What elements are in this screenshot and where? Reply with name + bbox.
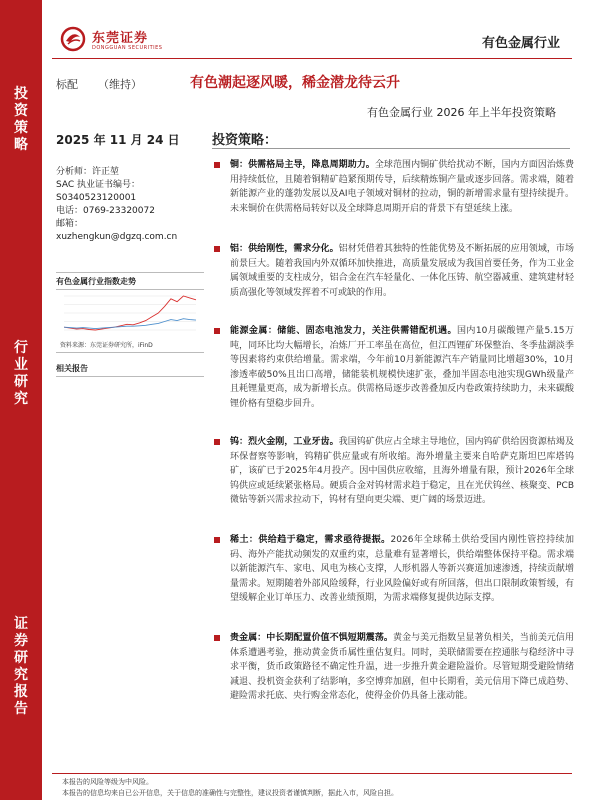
bullet-head: 贵金属：中长期配置价值不惧短期震荡。: [230, 633, 393, 643]
rating-value: （维持）: [98, 78, 142, 91]
chart-title: 有色金属行业指数走势: [56, 277, 136, 286]
industry-label: 有色金属行业: [481, 36, 560, 51]
bullet-aluminum: [212, 242, 574, 300]
chart-title-rule: [56, 289, 204, 290]
bullet-precious-metals: [212, 631, 574, 704]
bullet-square-icon: [214, 328, 220, 334]
bullet-rare-earth: [212, 533, 574, 606]
bullet-energy-metals: [212, 324, 574, 412]
risk-level-note: 本报告的风险等级为中风险。: [62, 778, 153, 786]
strategy-heading: 投资策略：: [212, 133, 278, 148]
bullet-body: 黄金与美元指数呈显著负相关，当前美元信用体系遭遇考验，推动黄金货币属性重估复归。同时，美联储需要在控通胀与稳经济中寻求平衡，货币政策路径不确定性升温，进一步推升黄金避险溢价。尽管短期受避险情绪减退、投机资金获利了结影响，多空博弈加剧，但中长期看，美元信用下降已成趋势、避险需求托底、央行购金常态化，使得金价仍具备上涨动能。: [230, 633, 574, 702]
bullet-copper: [212, 158, 574, 216]
bullet-body: 2026年全球稀土供给受国内刚性管控持续加码、海外产能扰动频发的双重约束，总量难有显著增长，供给端整体保持平稳。需求端以新能源汽车、家电、风电为核心支撑，人形机器人等新兴赛道加速渗透，持续贡献增量需求。短期随着外部风险缓释，行业风险偏好或有所回落，但出口限制政策暂缓，有望缓解企业订单压力、改善业绩预期，为需求端修复提供边际支撑。: [230, 535, 574, 604]
company-logo: [60, 24, 180, 54]
logo-mark-icon: [60, 26, 86, 52]
analyst-info: [56, 166, 206, 244]
report-date: 2025 年 11 月 24 日: [56, 133, 180, 147]
bullet-head: 铝：供给刚性，需求分化。: [230, 244, 339, 254]
chart-top-rule: [56, 272, 204, 273]
report-subtitle: 有色金属行业 2026 年上半年投资策略: [367, 106, 556, 119]
disclaimer: [62, 777, 398, 799]
bullet-body: 全球范围内铜矿供给扰动不断，国内方面因治炼费用持续低位，且随着铜精矿趋紧预期传导，后续精炼铜产量或逐步回落。需求端，随着新能源产业的蓬勃发展以及AI电子领域对铜材的拉动，铜的新增需求量有望持续提升。未来铜价在供需格局转好以及全球降息周期开启的背景下有望延续上涨。: [230, 160, 574, 214]
logo-name-cn: 东莞证券: [92, 31, 149, 46]
chart-source: 资料来源：东莞证券研究所，iFinD: [60, 342, 153, 349]
sidebar-section-industry: 行 业 研 究: [14, 340, 28, 407]
bullet-head: 钨：烈火金刚，工业牙齿。: [230, 437, 339, 447]
header-divider: [52, 58, 572, 59]
bullet-body: 铝材凭借着其独特的性能优势及不断拓展的应用领域，市场前景巨大。随着我国内外双循环加快推进，高质量发展成为我国首要任务，作为工业金属领域重要的支柱成分，铝合金在汽车轻量化、一体化压铸、航空器减重、建筑建材轻质高强化等领域发挥着不可或缺的作用。: [230, 244, 574, 298]
bullet-head: 稀土：供给趋于稳定，需求亟待提振。: [230, 535, 391, 545]
index-trend-chart: [60, 293, 200, 335]
bullet-head: 能源金属：储能、固态电池发力，关注供需错配机遇。: [230, 326, 457, 336]
rating-label: 标配: [56, 78, 78, 91]
report-title: 有色潮起逐风暖，稀金潜龙待云升: [190, 75, 400, 91]
info-source-note: 本报告的信息均来自已公开信息，关于信息的准确性与完整性，建议投资者谨慎判断，据此入市，风险自担。: [62, 789, 398, 797]
related-reports-heading: 相关报告: [56, 364, 88, 373]
chart-series-line-1: [64, 319, 196, 329]
footer-divider: [52, 773, 572, 774]
analyst-name: 分析师：许正堃: [56, 167, 120, 177]
bullet-square-icon: [214, 162, 220, 168]
bullet-square-icon: [214, 439, 220, 445]
bullet-square-icon: [214, 246, 220, 252]
analyst-phone: 电话：0769-23320072: [56, 206, 155, 216]
bullet-square-icon: [214, 537, 220, 543]
bullet-head: 铜：供需格局主导，降息周期助力。: [230, 160, 375, 170]
bullet-body: 我国钨矿供应占全球主导地位，国内钨矿供给因资源枯竭及环保督察等影响，钨精矿供应量或有所收缩。海外增量主要来自哈萨克斯坦巴库塔钨矿，该矿已于2025年4月投产。因中国供应收缩，且海外增量有限，预计2026年全球钨供应或延续紧张格局。硬质合金对钨材需求趋于稳定，且在光伏钨丝、核聚变、PCB微钻等新兴需求拉动下，钨材有望向更尖端、更广阔的场景迈进。: [230, 437, 574, 506]
bullet-tungsten: [212, 435, 574, 508]
bullet-body: 国内10月碳酸锂产量5.15万吨，同环比均大幅增长，冶炼厂开工率虽在高位，但江西锂矿环保整治、冬季盐湖淡季等因素将约束供给增量。需求端，今年前10月新能源汽车产销量同比增超30%，10月渗透率破50%且出口高增，储能装机规模快速扩张，叠加半固态电池实现GWh级量产且耗锂量更高，成为新增长点。供需格局逐步改善叠加反内卷政策持续助力，未来碳酸锂价格有望稳步回升。: [230, 326, 574, 409]
sidebar-section-strategy: 投 资 策 略: [14, 86, 28, 153]
sidebar-section-report: 证 券 研 究 报 告: [14, 616, 28, 717]
related-rule: [56, 376, 204, 377]
chart-bottom-rule: [56, 352, 204, 353]
bullet-square-icon: [214, 635, 220, 641]
license-number: S0340523120001: [56, 193, 137, 203]
email-label: 邮箱：: [56, 219, 84, 229]
logo-name-en: DONGGUAN SECURITIES: [92, 45, 163, 51]
strategy-divider: [212, 148, 570, 149]
analyst-email[interactable]: xuzhengkun@dgzq.com.cn: [56, 232, 178, 242]
license-label: SAC 执业证书编号：: [56, 180, 141, 190]
